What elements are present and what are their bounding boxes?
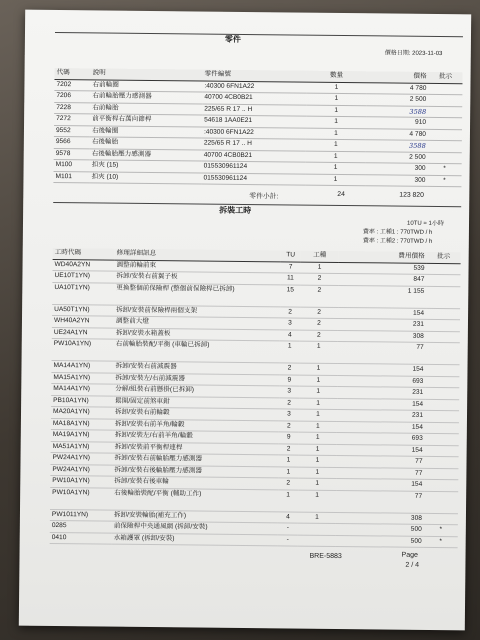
labor-note <box>424 456 458 468</box>
labor-tu: 2 <box>280 306 300 318</box>
part-number: 40700 4CB0B21 <box>202 92 306 105</box>
labor-title: 拆裝工時 <box>219 205 252 216</box>
labor-type: 2 <box>300 318 338 330</box>
part-desc: 右後輪胎 <box>90 137 202 150</box>
labor-note <box>425 387 459 399</box>
part-price: 4 780 <box>366 82 428 94</box>
part-qty: 1 <box>306 116 366 128</box>
labor-tu: 15 <box>280 284 300 306</box>
labor-desc: 拆卸/安裝左/右前羊角/輪轂 <box>113 430 279 443</box>
price-date: 價格日期: 2023-11-03 <box>384 50 443 58</box>
labor-tu: 9 <box>279 374 299 386</box>
labor-desc: 調整前輪前束 <box>115 260 281 273</box>
labor-type: 1 <box>298 490 336 512</box>
part-qty: 1 <box>306 93 366 105</box>
labor-code: UA10T1YN) <box>52 282 114 305</box>
labor-tu: 2 <box>279 443 299 455</box>
labor-price: 308 <box>336 512 424 524</box>
part-note <box>428 129 462 141</box>
labor-desc: 拆卸/安裝右後輪胎壓力感測器 <box>112 465 278 478</box>
parts-top-rule <box>55 32 463 37</box>
labor-type: 1 <box>298 467 336 479</box>
labor-desc: 拆卸/安裝前保險桿兩個支架 <box>114 305 280 318</box>
labor-desc: 鬆開/固定前煞車鉗 <box>113 396 279 409</box>
labor-tu: 3 <box>280 318 300 330</box>
part-code: 7206 <box>54 90 90 102</box>
labor-price: 154 <box>337 398 425 410</box>
labor-note <box>426 331 460 343</box>
labor-tu: 1 <box>278 466 298 478</box>
labor-price: 847 <box>338 273 426 285</box>
labor-note <box>426 308 460 320</box>
part-desc: 扣夾 (10) <box>89 171 201 184</box>
labor-tu: 1 <box>278 455 298 467</box>
labor-code: PW24A1YN) <box>50 452 112 464</box>
part-code: M101 <box>53 171 89 183</box>
col-part-no: 零件編號 <box>203 70 307 82</box>
part-number: 015530961124 <box>201 173 305 186</box>
labor-type: 1 <box>299 421 337 433</box>
part-code: 9578 <box>54 148 90 160</box>
labor-note <box>425 376 459 388</box>
labor-type: 1 <box>299 409 337 421</box>
labor-note <box>425 399 459 411</box>
document-page <box>19 10 471 631</box>
labor-type: 2 <box>300 273 338 285</box>
part-note <box>428 94 462 106</box>
labor-code: MA15A1YN) <box>51 372 113 384</box>
part-number: 225/65 R 17 .. H <box>202 104 306 117</box>
labor-tu: 9 <box>279 432 299 444</box>
part-price: 2 500 <box>366 151 428 163</box>
part-number: 54618 1AA0E21 <box>202 115 306 128</box>
labor-price: 231 <box>337 409 425 421</box>
labor-price: 1 155 <box>338 285 426 308</box>
labor-code: PW10A1YN) <box>52 338 114 361</box>
part-desc: 右前輪圈 <box>90 79 202 92</box>
labor-type: 1 <box>299 398 337 410</box>
labor-table <box>50 248 461 548</box>
labor-tu: 4 <box>278 511 298 523</box>
labor-desc: 拆卸/安裝右前輪胎壓力感測器 <box>112 453 278 466</box>
part-number: 225/65 R 17 .. H <box>202 138 306 151</box>
rate-2: 費率 : 工種2 : 770TWD / h <box>362 238 433 245</box>
labor-price: 500 <box>336 535 424 547</box>
labor-type: 1 <box>299 432 337 444</box>
labor-type: 2 <box>300 285 338 307</box>
labor-code: MA14A1YN) <box>51 383 113 395</box>
labor-desc: 拆卸/安裝右前輪轂 <box>113 407 279 420</box>
part-note <box>428 117 462 129</box>
col-desc: 說明 <box>91 68 203 80</box>
labor-price: 231 <box>338 318 426 330</box>
part-price: 4 780 <box>366 128 428 140</box>
labor-code: 0410 <box>50 532 112 544</box>
labor-note <box>424 491 458 513</box>
labor-price: 77 <box>338 341 426 364</box>
col-labor-note: 批示 <box>427 252 461 263</box>
labor-note <box>426 286 460 308</box>
labor-note <box>424 513 458 525</box>
page-label: Page <box>401 551 418 559</box>
labor-desc: 拆卸/安裝右後車輪 <box>112 476 278 489</box>
labor-tu: 4 <box>280 329 300 341</box>
rate-1: 費率 : 工種1 : 770TWD / h <box>362 229 433 236</box>
labor-code: MA51A1YN) <box>51 441 113 453</box>
part-note <box>428 152 462 164</box>
labor-tu: 3 <box>279 386 299 398</box>
part-price: 2 500 <box>366 94 428 106</box>
labor-desc: 拆卸/安裝右前減震器 <box>113 361 279 374</box>
labor-note <box>425 422 459 434</box>
labor-note <box>425 364 459 376</box>
labor-price: 539 <box>338 262 426 274</box>
part-code: 9566 <box>54 136 90 148</box>
labor-desc: 拆卸/安裝水箱蓋板 <box>114 328 280 341</box>
labor-type: 1 <box>299 444 337 456</box>
labor-desc: 右後輪胎裝配/平衡 (輔助工作) <box>112 488 278 512</box>
labor-price: 693 <box>337 375 425 387</box>
labor-type: 1 <box>298 478 336 490</box>
labor-desc: 前保險桿中央通風網 (拆卸/安裝) <box>112 521 278 534</box>
col-note: 批示 <box>428 72 462 83</box>
labor-note <box>426 263 460 275</box>
labor-price: 154 <box>336 478 424 490</box>
labor-note <box>426 274 460 286</box>
labor-tu: 2 <box>279 420 299 432</box>
labor-code: PW10A1YN) <box>50 487 112 510</box>
labor-tu: 3 <box>279 409 299 421</box>
labor-type: 1 <box>300 341 338 363</box>
parts-subtotal-amount: 123 820 <box>399 191 424 199</box>
labor-desc: 拆卸/安裝前平衡桿連桿 <box>113 442 279 455</box>
col-qty: 數量 <box>306 71 366 83</box>
labor-type: 1 <box>300 262 338 274</box>
part-note <box>428 140 462 152</box>
labor-desc: 分解/組裝右前懸掛(已拆卸) <box>113 384 279 397</box>
labor-type: 1 <box>298 512 336 524</box>
labor-code: PW1011YN) <box>50 509 112 521</box>
labor-type <box>298 535 336 547</box>
labor-tu: 7 <box>280 261 300 273</box>
labor-note <box>425 445 459 457</box>
parts-title: 零件 <box>224 34 241 44</box>
labor-code: UA50T1YN) <box>52 304 114 316</box>
labor-tu: 1 <box>278 489 298 511</box>
part-price: 3588 <box>366 140 428 152</box>
labor-code: WH40A2YN <box>52 315 114 327</box>
labor-type: 1 <box>299 363 337 375</box>
labor-code: UE24A1YN <box>52 327 114 339</box>
document-ref: BRE-5883 <box>309 552 342 561</box>
labor-tu: 2 <box>278 478 298 490</box>
part-number: 40700 4CB0B21 <box>202 150 306 163</box>
labor-code: MA20A1YN) <box>51 406 113 418</box>
part-price: 3588 <box>366 105 428 117</box>
col-price: 價格 <box>366 71 428 83</box>
part-qty: 1 <box>306 105 366 117</box>
labor-tu: 1 <box>280 341 300 363</box>
part-number: 015530961124 <box>202 161 306 174</box>
col-tu: TU <box>281 250 301 261</box>
labor-price: 77 <box>336 455 424 467</box>
labor-price: 77 <box>336 490 424 513</box>
labor-code: PW10A1YN) <box>50 475 112 487</box>
labor-tu: 11 <box>280 273 300 285</box>
part-number: :40300 6FN1A22 <box>202 81 306 94</box>
labor-tu: - <box>278 523 298 535</box>
labor-price: 154 <box>337 421 425 433</box>
labor-price: 693 <box>337 432 425 444</box>
labor-note <box>425 433 459 445</box>
labor-note: * <box>424 536 458 548</box>
part-qty: 1 <box>306 128 366 140</box>
part-qty: 1 <box>306 82 366 94</box>
part-desc: 右後輪圈 <box>90 125 202 138</box>
labor-type: 2 <box>300 307 338 319</box>
labor-note <box>424 479 458 491</box>
labor-price: 308 <box>338 330 426 342</box>
labor-type: 1 <box>298 455 336 467</box>
part-code: 7228 <box>54 102 90 114</box>
part-note: * <box>428 163 462 175</box>
parts-subtotal-qty: 24 <box>337 190 345 199</box>
labor-type <box>298 523 336 535</box>
labor-note <box>425 410 459 422</box>
parts-subtotal-label: 零件小計: <box>249 193 279 201</box>
part-code: 9552 <box>54 125 90 137</box>
part-qty: 1 <box>305 174 365 186</box>
labor-type: 1 <box>299 375 337 387</box>
col-code: 代碼 <box>55 68 91 79</box>
labor-desc: 拆卸/安裝輪胎(補充工作) <box>112 510 278 523</box>
labor-code: MA19A1YN) <box>51 429 113 441</box>
part-note <box>428 106 462 118</box>
part-price: 300 <box>366 163 428 175</box>
col-type: 工種 <box>301 251 339 262</box>
labor-price: 154 <box>338 307 426 319</box>
labor-price: 154 <box>337 444 425 456</box>
labor-type: 1 <box>299 386 337 398</box>
labor-price: 154 <box>337 363 425 375</box>
labor-code: PB10A1YN) <box>51 395 113 407</box>
part-code: 7272 <box>54 113 90 125</box>
part-price: 910 <box>366 117 428 129</box>
labor-desc: 拆卸/安裝右前翼子板 <box>114 271 280 284</box>
part-price: 300 <box>365 174 427 186</box>
labor-top-rule <box>53 202 461 207</box>
part-code: 7202 <box>54 79 90 91</box>
part-qty: 1 <box>306 151 366 163</box>
part-desc: 扣夾 (15) <box>90 160 202 173</box>
labor-desc: 水箱護罩 (拆卸/安裝) <box>112 533 278 546</box>
page-number: 2 / 4 <box>405 561 420 569</box>
tu-note: 10TU = 1小時 <box>406 220 444 228</box>
labor-desc: 調整前大燈 <box>114 316 280 329</box>
parts-table <box>53 68 462 187</box>
part-note <box>428 83 462 95</box>
labor-code: MA14A1YN) <box>51 360 113 372</box>
labor-note <box>424 468 458 480</box>
labor-note: * <box>424 524 458 536</box>
labor-price: 231 <box>337 386 425 398</box>
labor-note <box>426 342 460 364</box>
labor-code: WD40A2YN <box>53 259 115 271</box>
part-qty: 1 <box>306 139 366 151</box>
part-qty: 1 <box>306 162 366 174</box>
labor-desc: 拆卸/安裝右前羊角/輪轂 <box>113 419 279 432</box>
labor-note <box>426 319 460 331</box>
labor-desc: 右前輪胎裝配/平衡 (車輪已拆卸) <box>114 339 280 363</box>
part-desc: 前平衡桿右萬向節桿 <box>90 114 202 127</box>
labor-code: UE10T1YN) <box>52 270 114 282</box>
labor-code: 0285 <box>50 520 112 532</box>
labor-tu: - <box>278 534 298 546</box>
labor-price: 500 <box>336 523 424 535</box>
labor-desc: 拆卸/安裝左/右前減震器 <box>113 373 279 386</box>
labor-price: 77 <box>336 467 424 479</box>
col-labor-price: 費用價格 <box>339 251 427 263</box>
labor-desc: 更換整個前保險桿 (整個前保險桿已拆卸) <box>114 283 280 307</box>
labor-tu: 2 <box>279 363 299 375</box>
labor-code: MA18A1YN) <box>51 418 113 430</box>
part-note: * <box>427 175 461 187</box>
labor-code: PW24A1YN) <box>50 464 112 476</box>
part-desc: 右前輪胎壓力感測器 <box>90 91 202 104</box>
labor-type: 2 <box>300 330 338 342</box>
col-labor-code: 工時代碼 <box>53 248 115 260</box>
col-labor-desc: 修理詳細訊息 <box>115 249 281 262</box>
part-number: :40300 6FN1A22 <box>202 127 306 140</box>
part-code: M100 <box>54 159 90 171</box>
part-desc: 右後輪胎壓力感測器 <box>90 148 202 161</box>
part-desc: 右前輪胎 <box>90 102 202 115</box>
labor-tu: 2 <box>279 397 299 409</box>
